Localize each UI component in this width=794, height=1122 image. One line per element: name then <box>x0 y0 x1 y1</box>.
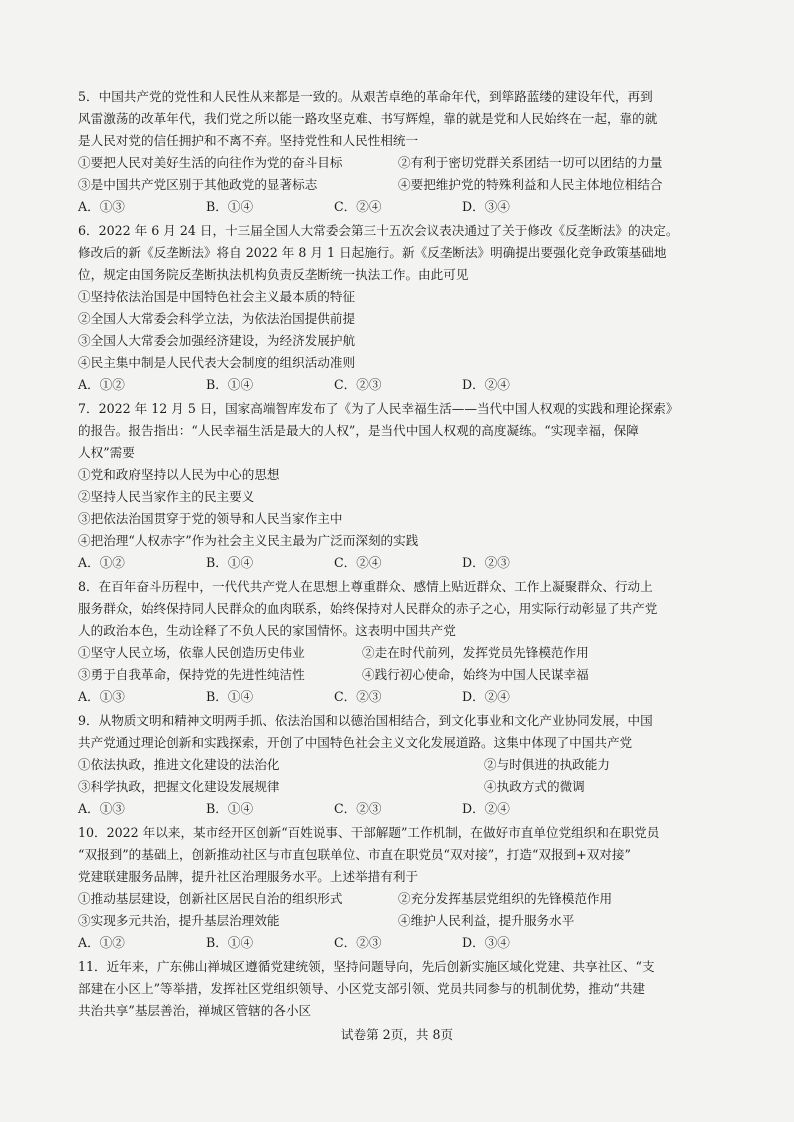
q11-stem-line-2: 部建在小区上”等举措，发挥社区党组织领导、小区党支部引领、党员共同参与的机制优势，推动“共建 <box>78 981 646 996</box>
q7-choice-a: A．①② <box>78 555 125 570</box>
q10-stem-line-1: 10．2022 年以来，某市经开区创新“百姓说事、干部解题”工作机制，在做好市直单位党组织和在职党员 <box>78 825 660 840</box>
q8-item-2: ②走在时代前列，发挥党员先锋模范作用 <box>362 645 589 660</box>
q11-stem-line-3: 共治共享”基层善治，禅城区管辖的各小区 <box>78 1003 312 1018</box>
q8-stem-line-3: 人的政治本色，生动诠释了不负人民的家国情怀。这表明中国共产党 <box>78 623 456 638</box>
q6-choice-d: D．②④ <box>462 377 510 392</box>
q6-stem-line-2: 修改后的新《反垄断法》将自 2022 年 8 月 1 日起施行。新《反垄断法》明确提出要强化竞争政策基础地 <box>78 245 667 260</box>
q5-choice-c: C．②④ <box>334 199 382 214</box>
q7-item-4: ④把治理“人权赤字”作为社会主义民主最为广泛而深刻的实践 <box>78 533 419 548</box>
q5-choice-d: D．③④ <box>462 199 510 214</box>
q7-item-1: ①党和政府坚持以人民为中心的思想 <box>78 467 280 482</box>
q10-choice-b: B．①④ <box>206 935 254 950</box>
page-footer: 试卷第 2页，共 8页 <box>340 1027 454 1042</box>
q10-item-4: ④维护人民利益，提升服务水平 <box>398 913 575 928</box>
q9-stem-line-1: 9．从物质文明和精神文明两手抓、依法治国和以德治国相结合，到文化事业和文化产业协同发展，中国 <box>78 713 653 728</box>
q9-choice-a: A．①③ <box>78 801 125 816</box>
q8-item-3: ③勇于自我革命，保持党的先进性纯洁性 <box>78 667 305 682</box>
q5-choice-a: A．①③ <box>78 199 125 214</box>
q5-stem-line-3: 是人民对党的信任拥护和不离不弃。坚持党性和人民性相统一 <box>78 133 419 148</box>
q6-item-2: ②全国人大常委会科学立法，为依法治国提供前提 <box>78 311 356 326</box>
q11-stem-line-1: 11．近年来，广东佛山禅城区遵循党建统领，坚持问题导向，先后创新实施区域化党建、共享社区、“支 <box>78 959 655 974</box>
q8-choice-c: C．②③ <box>334 689 382 704</box>
q8-choice-a: A．①③ <box>78 689 125 704</box>
q9-item-3: ③科学执政，把握文化建设发展规律 <box>78 779 280 794</box>
q8-stem-line-1: 8．在百年奋斗历程中，一代代共产党人在思想上尊重群众、感情上贴近群众、工作上凝聚群众、行动上 <box>78 579 653 594</box>
q10-item-1: ①推动基层建设，创新社区居民自治的组织形式 <box>78 891 343 906</box>
q9-stem-line-2: 共产党通过理论创新和实践探索，开创了中国特色社会主义文化发展道路。这集中体现了中国共产党 <box>78 735 633 750</box>
q9-item-2: ②与时俱进的执政能力 <box>484 757 610 772</box>
q9-choice-d: D．②④ <box>462 801 510 816</box>
q10-item-2: ②充分发挥基层党组织的先锋模范作用 <box>398 891 613 906</box>
q5-item-4: ④要把维护党的特殊利益和人民主体地位相结合 <box>398 177 663 192</box>
q8-item-4: ④践行初心使命，始终为中国人民谋幸福 <box>362 667 589 682</box>
q9-choice-b: B．①④ <box>206 801 254 816</box>
q8-choice-d: D．②④ <box>462 689 510 704</box>
q5-item-3: ③是中国共产党区别于其他政党的显著标志 <box>78 177 318 192</box>
q6-stem-line-1: 6．2022 年 6 月 24 日，十三届全国人大常委会第三十五次会议表决通过了关于修改《反垄断法》的决定。 <box>78 223 679 238</box>
q7-choice-d: D．②③ <box>462 555 510 570</box>
q9-item-1: ①依法执政，推进文化建设的法治化 <box>78 757 280 772</box>
q8-item-1: ①坚守人民立场，依靠人民创造历史伟业 <box>78 645 305 660</box>
q6-item-1: ①坚持依法治国是中国特色社会主义最本质的特征 <box>78 289 356 304</box>
q10-stem-line-3: 党建联建服务品牌，提升社区治理服务水平。上述举措有利于 <box>78 869 419 884</box>
q10-choice-d: D．③④ <box>462 935 510 950</box>
q5-item-1: ①要把人民对美好生活的向往作为党的奋斗目标 <box>78 155 343 170</box>
q7-choice-b: B．①④ <box>206 555 254 570</box>
q8-choice-b: B．①④ <box>206 689 254 704</box>
q5-item-2: ②有利于密切党群关系团结一切可以团结的力量 <box>398 155 663 170</box>
q8-stem-line-2: 服务群众，始终保持同人民群众的血肉联系，始终保持对人民群众的赤子之心，用实际行动彰显了共产党 <box>78 601 658 616</box>
q5-choice-b: B．①④ <box>206 199 254 214</box>
q7-item-2: ②坚持人民当家作主的民主要义 <box>78 489 255 504</box>
q6-choice-c: C．②③ <box>334 377 382 392</box>
q6-item-4: ④民主集中制是人民代表大会制度的组织活动准则 <box>78 355 356 370</box>
q10-stem-line-2: “双报到”的基础上，创新推动社区与市直包联单位、市直在职党员“双对接”，打造“双报到+双对接” <box>78 847 631 862</box>
q6-item-3: ③全国人大常委会加强经济建设，为经济发展护航 <box>78 333 356 348</box>
q10-choice-c: C．②③ <box>334 935 382 950</box>
q9-item-4: ④执政方式的微调 <box>484 779 585 794</box>
q6-stem-line-3: 位，规定由国务院反垄断执法机构负责反垄断统一执法工作。由此可见 <box>78 267 469 282</box>
q5-stem-line-2: 风雷激荡的改革年代，我们党之所以能一路攻坚克难、书写辉煌，靠的就是党和人民始终在一起，靠的就 <box>78 111 658 126</box>
q10-choice-a: A．①② <box>78 935 125 950</box>
q7-stem-line-1: 7．2022 年 12 月 5 日，国家高端智库发布了《为了人民幸福生活——当代中国人权观的实践和理论探索》 <box>78 401 679 416</box>
q6-choice-a: A．①② <box>78 377 125 392</box>
q7-stem-line-3: 人权”需要 <box>78 445 135 460</box>
q10-item-3: ③实现多元共治，提升基层治理效能 <box>78 913 280 928</box>
q7-stem-line-2: 的报告。报告指出：“人民幸福生活是最大的人权”，是当代中国人权观的高度凝练。“实现幸福，保障 <box>78 423 639 438</box>
q5-stem-line-1: 5．中国共产党的党性和人民性从来都是一致的。从艰苦卓绝的革命年代，到筚路蓝缕的建设年代，再到 <box>78 89 653 104</box>
q9-choice-c: C．②③ <box>334 801 382 816</box>
q6-choice-b: B．①④ <box>206 377 254 392</box>
q7-choice-c: C．②④ <box>334 555 382 570</box>
q7-item-3: ③把依法治国贯穿于党的领导和人民当家作主中 <box>78 511 343 526</box>
